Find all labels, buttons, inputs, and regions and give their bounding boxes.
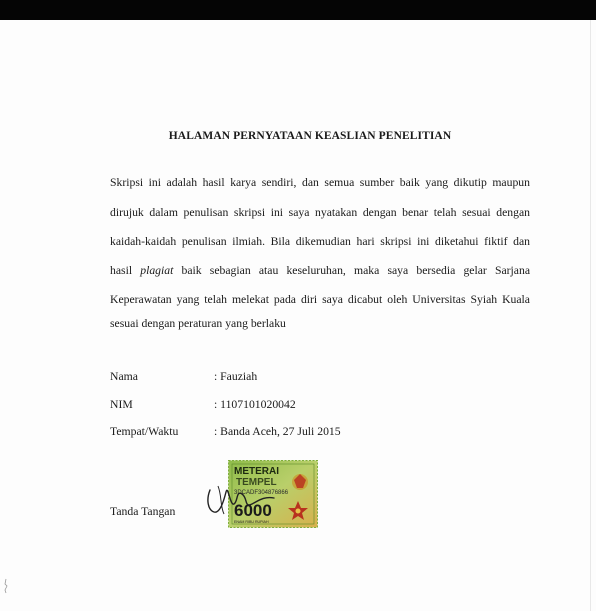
statement-line-2: dirujuk dalam penulisan skripsi ini saya nyatakan dengan benar telah sesuai dengan xyxy=(110,206,530,219)
statement-line-5: Keperawatan yang telah melekat pada diri saya dicabut oleh Universitas Syiah Kuala xyxy=(110,293,530,306)
svg-text:ENAM RIBU RUPIAH: ENAM RIBU RUPIAH xyxy=(234,520,269,524)
handwritten-signature-icon xyxy=(200,470,280,520)
scan-top-bar xyxy=(0,0,596,20)
svg-text:METERAI: METERAI xyxy=(234,466,279,477)
signature-label: Tanda Tangan xyxy=(110,505,176,518)
place-time-value: : Banda Aceh, 27 Juli 2015 xyxy=(214,425,341,438)
page-title: HALAMAN PERNYATAAN KEASLIAN PENELITIAN xyxy=(168,130,452,142)
nim-value: : 1107101020042 xyxy=(214,398,296,411)
statement-line-6: sesuai dengan peraturan yang berlaku xyxy=(110,317,286,330)
svg-text:TEMPEL: TEMPEL xyxy=(236,477,277,488)
statement-line-1: Skripsi ini adalah hasil karya sendiri, dan semua sumber baik yang dikutip maupun xyxy=(110,176,530,189)
scan-margin-mark-icon xyxy=(3,578,9,594)
statement-line-4-end: baik sebagian atau keseluruhan, maka saya bersedia gelar Sarjana xyxy=(181,264,531,277)
nim-label: NIM xyxy=(110,398,133,411)
italic-word-plagiat: plagiat xyxy=(140,264,174,277)
svg-text:3DCADF304876866: 3DCADF304876866 xyxy=(234,490,289,496)
page-right-edge xyxy=(590,20,591,611)
statement-line-4 xyxy=(110,264,530,278)
statement-line-3: kaidah-kaidah penulisan ilmiah. Bila dikemudian hari skripsi ini diketahui fiktif dan xyxy=(110,235,530,248)
svg-text:6000: 6000 xyxy=(234,501,272,520)
statement-line-4-start: hasil xyxy=(110,264,133,277)
name-value: : Fauziah xyxy=(214,370,258,383)
place-time-label: Tempat/Waktu xyxy=(110,425,179,438)
name-label: Nama xyxy=(110,370,138,383)
